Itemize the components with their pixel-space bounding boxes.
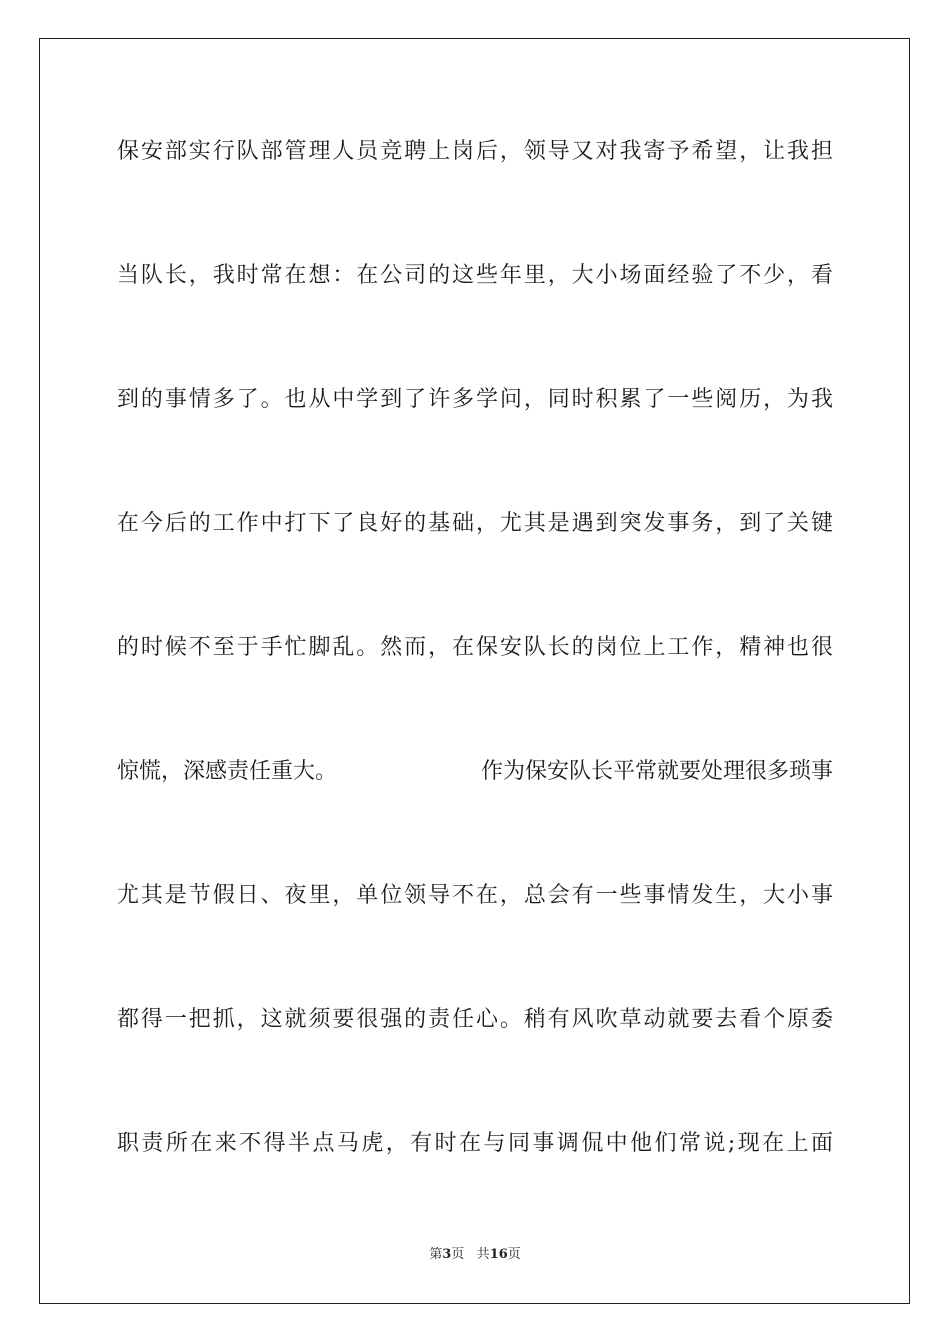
- body-line-2: 当队长，我时常在想：在公司的这些年里，大小场面经验了不少，看: [117, 263, 833, 288]
- body-line-1: 保安部实行队部管理人员竞聘上岗后，领导又对我寄予希望，让我担: [117, 139, 833, 164]
- body-line-3: 到的事情多了。也从中学到了许多学问，同时积累了一些阅历，为我: [117, 387, 833, 412]
- footer-total-pages: 16: [489, 1247, 508, 1262]
- body-line-7: 尤其是节假日、夜里，单位领导不在，总会有一些事情发生，大小事: [117, 883, 833, 908]
- footer-total-suffix: 页: [507, 1247, 521, 1262]
- body-line-4: 在今后的工作中打下了良好的基础，尤其是遇到突发事务，到了关键: [117, 511, 833, 536]
- body-line-6: [117, 758, 833, 786]
- body-line-9: 职责所在来不得半点马虎，有时在与同事调侃中他们常说;现在上面: [117, 1131, 833, 1156]
- footer-page-number: 3: [442, 1247, 452, 1262]
- footer-total-prefix: 共: [476, 1247, 490, 1262]
- body-line-5: 的时候不至于手忙脚乱。然而，在保安队长的岗位上工作，精神也很: [117, 635, 833, 660]
- body-line-8: 都得一把抓，这就须要很强的责任心。稍有风吹草动就要去看个原委: [117, 1007, 833, 1032]
- page-border: [39, 38, 910, 1304]
- body-line-6-left: 惊慌，深感责任重大。: [117, 759, 338, 784]
- page-footer: [0, 1246, 950, 1264]
- footer-page-suffix: 页: [451, 1247, 465, 1262]
- footer-page-prefix: 第: [429, 1247, 443, 1262]
- body-line-6-right: 作为保安队长平常就要处理很多琐事: [480, 759, 833, 784]
